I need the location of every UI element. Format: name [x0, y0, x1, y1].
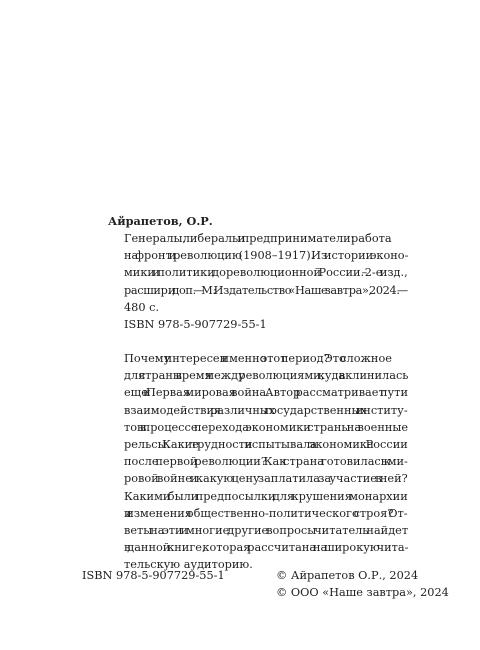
annotation-line: для страны время между революциями, куда вклинилась: [124, 369, 409, 383]
bibliographic-description: [108, 230, 408, 316]
annotation-line: в данной книге, которая рассчитана на широкую чита-: [124, 541, 409, 555]
bib-line: Генералы, либералы и предприниматели: работа: [124, 232, 392, 245]
annotation-line: тов в процессе перехода экономики страны на военные: [124, 420, 409, 434]
annotation-line: веты на эти и многие другие вопросы читатель найдет: [124, 524, 409, 538]
annotation: [108, 350, 408, 574]
copyright-block: [276, 568, 449, 601]
bib-line: 480 с.: [124, 300, 160, 314]
annotation-line: взаимодействия различных государственных институ-: [124, 403, 408, 417]
annotation-line: еще и Первая мировая война. Автор рассматривает пути: [124, 386, 408, 400]
bib-line: на фронт и революцию (1908–1917). Из истории эконо-: [124, 249, 409, 263]
annotation-line: тельскую аудиторию.: [124, 558, 253, 572]
annotation-line: ровой войне и какую цену заплатила за участие в ней?: [124, 472, 408, 486]
annotation-line: рельсы. Какие трудности испытывала экономика России: [124, 438, 408, 452]
annotation-line: после первой революции? Как страна готовилась к ми-: [124, 455, 408, 469]
author-name: Айрапетов, О.Р.: [108, 214, 213, 228]
annotation-line: Какими были предпосылки для крушения монархии: [124, 489, 408, 503]
footer-isbn: ISBN 978-5-907729-55-1: [82, 569, 225, 582]
bib-line: мики и политики дореволюционной России. – 2-е изд.,: [124, 266, 408, 280]
annotation-line: Почему интересен именно этот период? Это сложное: [124, 352, 392, 365]
copyright-publisher: © ООО «Наше завтра», 2024: [276, 585, 449, 599]
annotation-line: и изменения общественно-политического строя? От-: [124, 506, 408, 520]
copyright-author: © Айрапетов О.Р., 2024: [276, 569, 419, 582]
bib-line: расшир. и доп. — М. : Издательство «Наше завтра», 2024. —: [124, 283, 408, 297]
isbn: ISBN 978-5-907729-55-1: [124, 318, 267, 331]
